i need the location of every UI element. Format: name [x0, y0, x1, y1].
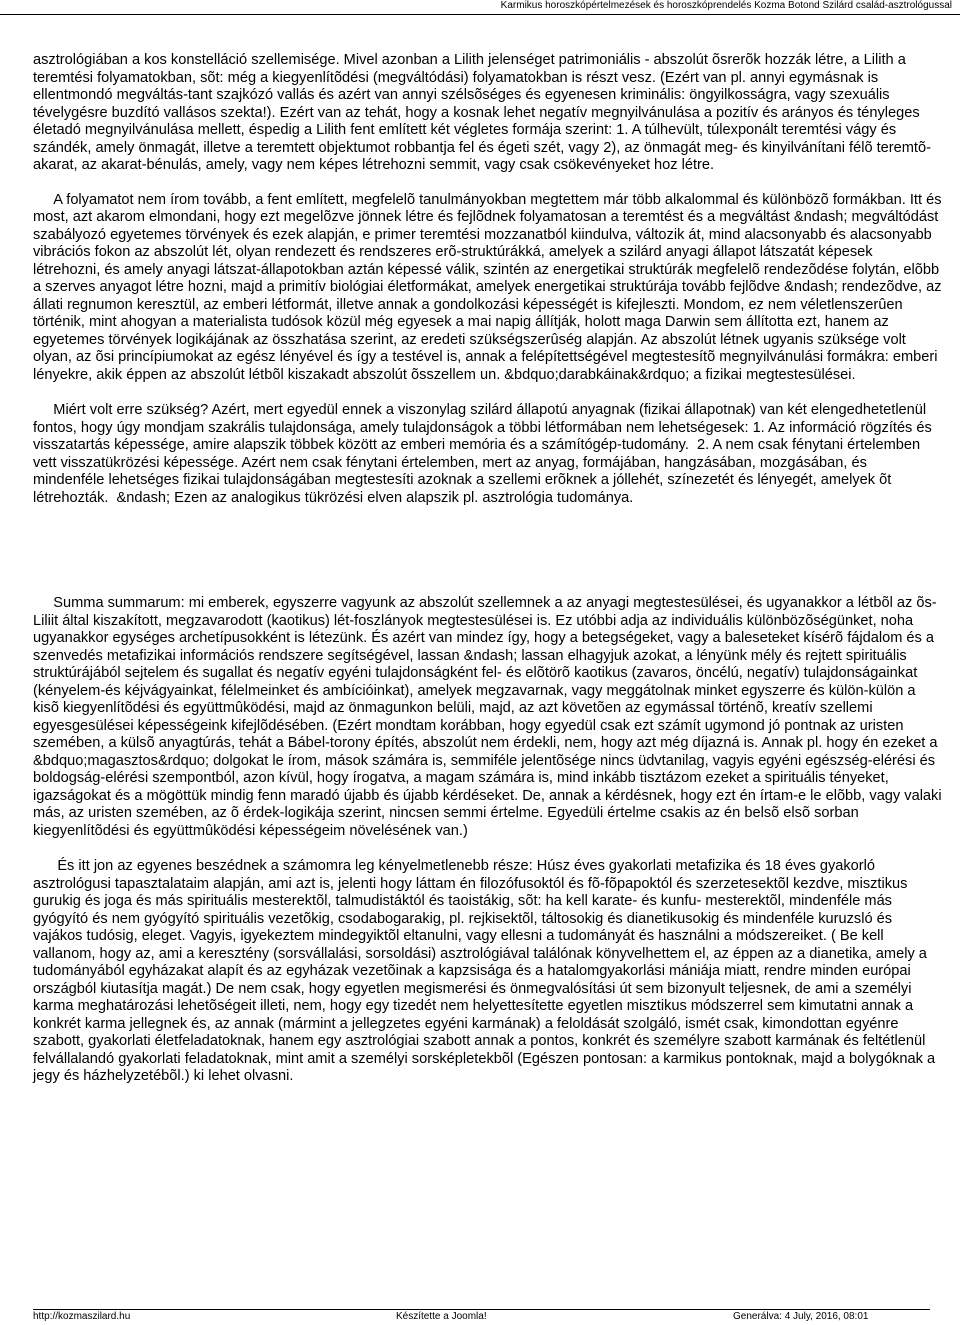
paragraph-1: asztrológiában a kos konstelláció szellemisége. Mivel azonban a Lilith jelenséget patrimoniális - abszolút õsrerõk hozzák létre, a Lilith a teremtési folyamatokban, sõt: még a kiegyenlítõdési (megváltódási) folyamatokban is részt vesz. (Ezért van pl. annyi egymásnak is ellentmondó megváltás-tant szajkózó vallás és azért van annyi szélsõséges és egyenesen kriminális: öngyilkosságra, vagy szexuális tévelygésre buzdító vallásos szekta!). Ezért van az tehát, hogy a kosnak lehet negatív megnyilvánulása a pozitív és arányos és tényleges életadó megnyilvánulása mellett, éspedig a Lilith fent említett két végletes formája szerint: 1. A túlhevült, túlexponált teremtési vágy és szándék, amely önmagát, illetve a teremtett objektumot robbantja fel és égeti szét, vagy 2), az önmagát meg- és kinyilvánítani félõ teremtõ-akarat, az akarat-bénulás, amely, vagy nem képes létrehozni semmit, vagy csak csökevényeket hoz létre.	[33, 52, 931, 173]
footer-url-link[interactable]: http://kozmaszilard.hu	[33, 1311, 131, 1322]
paragraph-3: Miért volt erre szükség? Azért, mert egyedül ennek a viszonylag szilárd állapotú anyagnak (fizikai állapotnak) van két elengedhetetlenül fontos, hogy úgy mondjam szakrális tulajdonsága, amely tulajdonságok a többi létformában nem lehetségesek: 1. Az információ rögzítés és visszatartás képessége, amire alapszik többek között az emberi memória és a számítógép-tudomány. 2. A nem csak fénytani értelemben vett visszatükrözési képessége. Azért nem csak fénytani értelemben, mert az anyag, formájában, hangzásában, mozgásában, és mindenféle lehetséges fizikai tulajdonságában megtestesíti azoknak a szellemi erõknek a jóllehét, színezetét és lényegét, amelyek õt létrehozták. &ndash; Ezen az analogikus tükrözési elven alapszik pl. asztrológia tudománya.	[33, 402, 936, 506]
page-header	[0, 0, 952, 14]
paragraph-gap	[33, 840, 942, 858]
footer-made-with: Készítette a Joomla!	[396, 1311, 487, 1322]
article-body	[33, 52, 946, 1086]
paragraph-5: És itt jon az egyenes beszédnek a számomra leg kényelmetlenebb része: Húsz éves gyakorlati metafizika és 18 éves gyakorló asztrológusi tapasztalataim alapján, ami azt is, jelenti hogy láttam én filozófusoktól és fõ-fõpapoktól és szerzetesektõl kezdve, misztikus gurukig és joga és más spirituális mesterektõl, talmudistáktól és taoistákig, sõt: ha kell karate- és kunfu- mesterektõl, mindenféle más gyógyító és nem gyógyító spirituális vezetõkig, csodabogarakig, pl. rejkisektõl, táltosokig és dianetikusokig és mindenféle kuruzsló és vajákos tudósig, eleget. Vagyis, igyekeztem mindegyiktõl eltanulni, vagy ellesni a tudományát és használni a módszereiket. ( Be kell vallanom, hogy az, ami a keresztény (sorsvállalási, sorsoldási) asztrológiával találónak könyvelhettem el, az éppen az a dianetika, amely a tudományából egyházakat alapít és az egyházak vezetõinak a kapzsisága és a hatalomgyakorlási mániája miatt, rendre minden európai országból kiutasítja magát.) De nem csak, hogy egyetlen megismerési és önmegvalósítási út sem bizonyult teljesnek, de ami a személyi karma meghatározási lehetõségeit illeti, nem, hogy egy tizedét nem helyettesítette egyetlen misztikus módszerrel sem kimutatni annak a konkrét karma jellegnek és, az annak (mármint a jellegzetes egyéni karmának) a feloldását szolgáló, ismét csak, kimondottan egyénre szabott, gyakorlati életfeladatoknak, hanem egy asztrológiai szabott annak a pontos, konkrét és személyre szabott karmának és feltétlenül felvállalandó gyakorlati feladatoknak, mint amit a személyi sorsképletekbõl (Egészen pontosan: a karmikus pontoknak, majd a bolygóknak a jegy és házhelyzetébõl.) ki lehet olvasni.	[33, 858, 940, 1084]
footer-generated: Generálva: 4 July, 2016, 08:01	[733, 1311, 869, 1322]
page-footer	[33, 1311, 930, 1325]
paragraph-2: A folyamatot nem írom tovább, a fent említett, megfelelõ tanulmányokban megtettem már több alkalommal és különbözõ formákban. Itt és most, azt akarom elmondani, hogy ezt megelõzve jönnek létre és fejlõdnek folyamatosan a teremtést és a megváltást &ndash; megváltódást szabályozó egyetemes törvények és ezek alapján, e primer teremtési mozzanatból kiindulva, változik át, mind alacsonyabb és alacsonyabb vibrációs fokon az abszolút lét, olyan rendezett és rendszeres erõ-struktúrákká, amelyek a szilárd anyagi állapot látszatát képesek létrehozni, és amely anyagi látszat-állapotokban aztán képessé válik, szintén az energetikai struktúrák megfelelõ rendezõdése folytán, elõbb a szerves anyagot létre hozni, majd a primitív biológiai életformákat, amelyek energetikai struktúrája tovább fejlõdve &ndash; rendezõdve, az állati regnumon keresztül, az emberi létformát, illetve annak a gondolkozási képességét is kifejleszti. Mondom, ez nem véletlenszerûen történik, mint ahogyan a materialista tudósok közül még egyesek a mai napig állítják, holott maga Darwin sem állította ezt, hanem az egyetemes törvények logikájának az összhatása szerint, az eredeti szükségszerûség alapján. Az abszolút létnek ugyanis szüksége volt olyan, az õsi princípiumokat az egész lényével és így a testével is, annak a felépítettségével megtestesítõ megnyilvánulási formákra: emberi lényekre, akik éppen az abszolút létbõl kiszakadt abszolút õsszellem un. &bdquo;darabkáinak&rdquo; a fizikai megtestesülései.	[33, 191, 946, 383]
footer-divider	[33, 1309, 930, 1310]
paragraph-gap	[33, 175, 942, 192]
paragraph-gap	[33, 384, 942, 402]
site-title: Karmikus horoszkópértelmezések és horoszkóprendelés Kozma Botond Szilárd család-asztrológussal	[500, 0, 952, 11]
paragraph-gap	[33, 507, 942, 595]
paragraph-4: Summa summarum: mi emberek, egyszerre vagyunk az abszolút szellemnek a az anyagi megtestesülései, és ugyanakkor a létbõl az õs-Liliit által kiszakított, megzavarodott (kaotikus) lét-foszlányok megtestesülései is. Ez utóbbi adja az individuális különbözõségünket, noha ugyanakkor egységes archetípusokként is létezünk. És azért van mindez így, hogy a betegségeket, vagy a baleseteket kísérõ fájdalom és a szenvedés metafizikai információs rendszere segítségével, lassan &ndash; lassan elhagyjuk azokat, a lényünk mély és rejtett spirituális struktúrájából sejtelem és sugallat és negatív egyéni tulajdonságként fel- és elõtörõ kaotikus (zavaros, öncélú, negatív) tulajdonságainkat (kényelem-és kéjvágyainkat, félelmeinket és ambícióinkat), amelyek megzavarnak, vagy meggátolnak minket egyszerre és külön-külön a kisõ kiegyenlítõdési és együttmûködési, majd az önmagunkon belüli, majd, az azt követõen az egymással történõ, kreatív szellemi egyesgesülései képességeink kifejlõdésében. (Ezért mondtam korábban, hogy egyedül csak ezt számít ugymond jó pontnak az uristen szemében, a külsõ anyagtúrás, tehát a Bábel-torony építés, abszolút nem érdekli, nem, hogy azt még díjazná is. Annak pl. hogy én ezeket a &bdquo;magasztos&rdquo; dolgokat le írom, mások számára is, semmiféle jelentõsége nincs üdvtanilag, vagyis egyéni egészség-elérési és boldogság-elérési szempontból, azon kívül, hogy írogatva, a magam számára is, mind inkább tisztázom ezeket a spirituális tényeket, igazságokat és a mögöttük mindig fenn maradó újabb és újabb kérdéseket. De, annak a kérdésnek, hogy ezt én írtam-e le elõbb, vagy valaki más, az uristen szemében, az õ érdek-logikája szerint, nincsen semmi értelme. Egyedüli értelme csakis az én belsõ elsõ sorban kiegyenlítõdési és együttmûködési képességeim növelésének van.)	[33, 595, 946, 839]
header-divider	[0, 14, 960, 15]
